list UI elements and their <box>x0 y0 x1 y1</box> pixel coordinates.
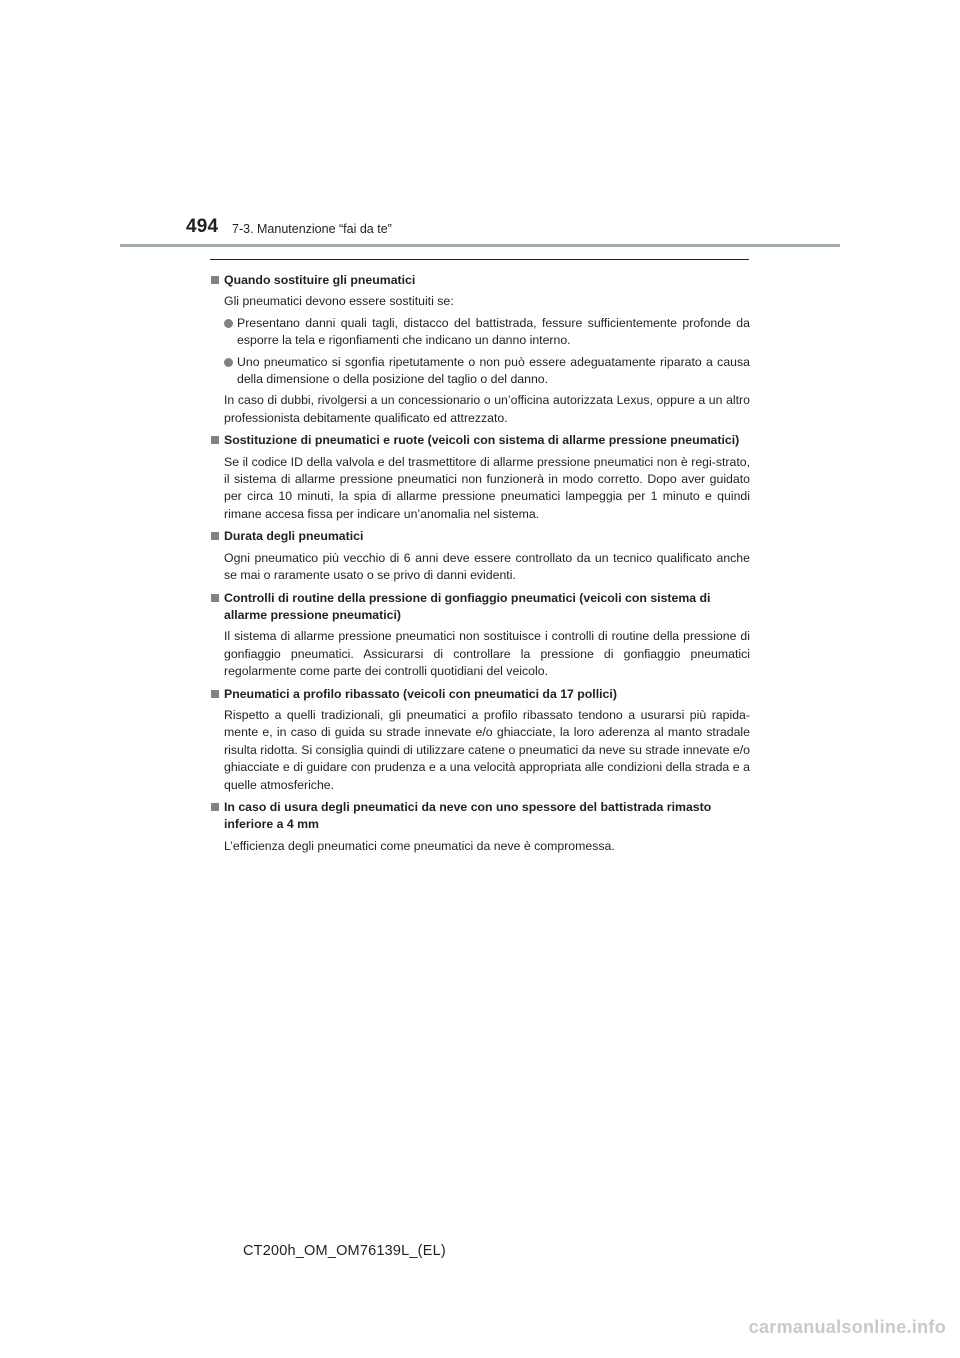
section-paragraph: Il sistema di allarme pressione pneumatici non sostituisce i controlli di routine della pressione di gonfiaggio pneumatici. Assicurarsi di controllare la pressione di gonfiaggio pneumatici regolarmente come parte dei controlli quotidiani del veicolo. <box>224 629 750 679</box>
square-bullet-icon <box>211 532 219 540</box>
section-heading: In caso di usura degli pneumatici da neve con uno spessore del battistrada rimasto inferiore a 4 mm <box>210 799 750 834</box>
header-divider <box>120 244 840 247</box>
section-heading: Durata degli pneumatici <box>210 528 750 545</box>
section-paragraph: Se il codice ID della valvola e del trasmettitore di allarme pressione pneumatici non è regi-strato, il sistema di allarme pressione pneumatici non funzionerà in modo corretto. Dopo aver guidato per circa 10 minuti, la spia di allarme pressione pneumatici lampeggia per 1 minuto e quindi rimane accesa fissa per indicare un’anomalia nel sistema. <box>224 454 750 521</box>
square-bullet-icon <box>211 594 219 602</box>
section-heading: Sostituzione di pneumatici e ruote (veicoli con sistema di allarme pressione pneumatici) <box>210 432 750 449</box>
square-bullet-icon <box>211 803 219 811</box>
section-paragraph: In caso di dubbi, rivolgersi a un concessionario o un’officina autorizzata Lexus, oppure a un altro professionista debitamente qualificato ed attrezzato. <box>224 393 750 425</box>
circle-bullet-icon <box>224 358 233 367</box>
section-title: 7-3. Manutenzione “fai da te” <box>232 222 392 236</box>
section-routine-pressure-checks <box>210 590 750 681</box>
section-heading: Quando sostituire gli pneumatici <box>210 272 750 289</box>
watermark: carmanualsonline.info <box>748 1317 946 1337</box>
list-item: Presentano danni quali tagli, distacco del battistrada, fessure sufficientemente profonde da esporre la tela e rigonfiamenti che indicano un danno interno. <box>210 315 750 350</box>
section-paragraph: Gli pneumatici devono essere sostituiti se: <box>224 294 454 309</box>
circle-bullet-icon <box>224 319 233 328</box>
section-low-profile-tires <box>210 686 750 794</box>
section-heading: Controlli di routine della pressione di gonfiaggio pneumatici (veicoli con sistema di allarme pressione pneumatici) <box>210 590 750 625</box>
square-bullet-icon <box>211 276 219 284</box>
square-bullet-icon <box>211 436 219 444</box>
section-tire-lifespan <box>210 528 750 584</box>
section-tire-wheel-replacement <box>210 432 750 523</box>
page-number: 494 <box>186 216 219 237</box>
section-paragraph: Rispetto a quelli tradizionali, gli pneumatici a profilo ribassato tendono a usurarsi più rapida-mente e, in caso di guida su strade innevate e/o ghiacciate, la loro aderenza al manto stradale risulta ridotta. Si consiglia quindi di utilizzare catene o pneumatici da neve su strade innevate e/o ghiacciate e di guidare con prudenza e a una velocità appropriata alle condizioni della strada e a quelle atmosferiche. <box>224 707 750 792</box>
content-top-rule <box>210 259 749 260</box>
document-code: CT200h_OM_OM76139L_(EL) <box>243 1243 446 1259</box>
section-snow-tire-wear <box>210 799 750 855</box>
list-item: Uno pneumatico si sgonfia ripetutamente o non può essere adeguatamente riparato a causa della dimensione o della posizione del taglio o del danno. <box>210 354 750 389</box>
section-heading: Pneumatici a profilo ribassato (veicoli con pneumatici da 17 pollici) <box>210 686 750 703</box>
square-bullet-icon <box>211 690 219 698</box>
page-content <box>210 269 750 860</box>
section-paragraph: L’efficienza degli pneumatici come pneumatici da neve è compromessa. <box>224 838 615 853</box>
page-header <box>0 0 960 250</box>
section-paragraph: Ogni pneumatico più vecchio di 6 anni deve essere controllato da un tecnico qualificato anche se mai o raramente usato o se privo di danni evidenti. <box>224 550 750 583</box>
section-when-to-replace <box>210 272 750 427</box>
